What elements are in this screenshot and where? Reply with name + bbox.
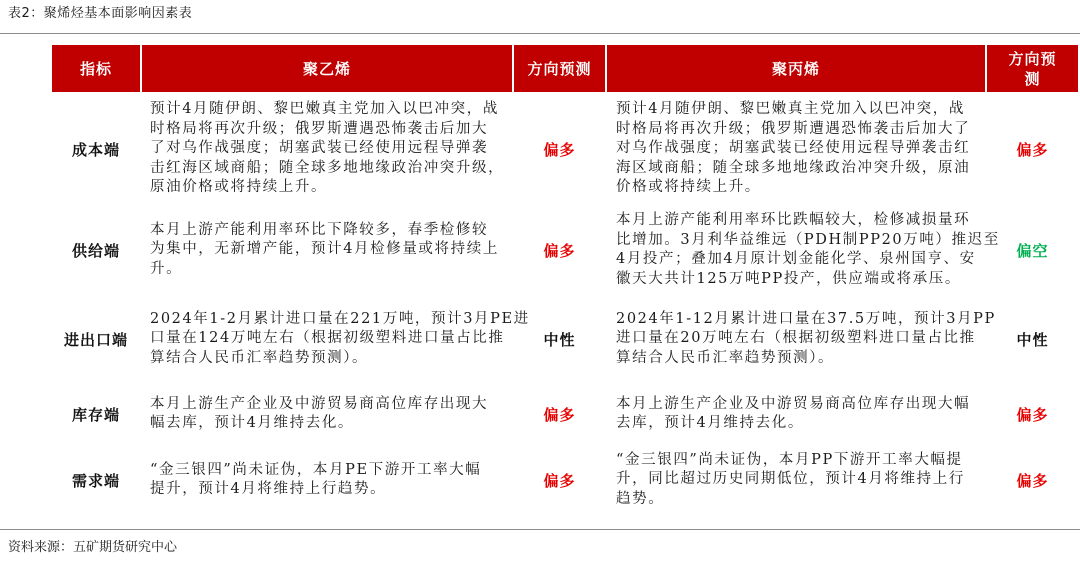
text-line: 口量在124万吨左右（根据初级塑料进口量占比推 — [150, 330, 505, 347]
indicator-cell: 供给端 — [71, 241, 120, 260]
pe-direction-cell — [514, 382, 605, 446]
text-line: 海区域商船；随全球多地地缘政治冲突升级，原油 — [616, 159, 971, 176]
text-line: 算结合人民币汇率趋势预测）。 — [150, 349, 369, 366]
pp-direction-cell — [987, 204, 1078, 296]
text-line: 算结合人民币汇率趋势预测）。 — [616, 349, 835, 366]
direction-label: 偏多 — [543, 140, 576, 159]
text-line: 预计4月随伊朗、黎巴嫩真主党加入以巴冲突，战 — [150, 101, 499, 118]
pp-description-cell — [607, 296, 996, 382]
footer-divider — [0, 529, 1080, 530]
pe-direction-cell — [514, 296, 605, 382]
text-line: 为集中，无新增产能，预计4月检修量或将持续上 — [150, 241, 499, 258]
table-row — [52, 204, 1078, 296]
direction-label: 偏多 — [1016, 471, 1049, 490]
direction-label: 偏多 — [1016, 140, 1049, 159]
text-line: 升，同比超过历史同期低位，预计4月将维持上行 — [616, 471, 965, 488]
text-line: 了对乌作战强度；胡塞武装已经使用远程导弹袭 — [150, 140, 489, 157]
pe-direction-cell — [514, 446, 605, 514]
text-line: 升。 — [150, 260, 183, 277]
table-header-row — [52, 45, 1078, 92]
text-line: 趋势。 — [616, 490, 665, 507]
pe-description-cell — [142, 204, 512, 296]
text-line: “金三银四”尚未证伪，本月PE下游开工率大幅 — [150, 461, 482, 478]
pe-direction-cell — [514, 204, 605, 296]
text-line: 2024年1-2月累计进口量在221万吨，预计3月PE进 — [150, 310, 530, 327]
text-line: 击红海区域商船；随全球多地地缘政治冲突升级， — [150, 159, 505, 176]
pp-direction-cell — [987, 446, 1078, 514]
pp-description-cell — [607, 382, 985, 446]
direction-label: 中性 — [543, 330, 576, 349]
indicator-cell: 进出口端 — [63, 330, 128, 349]
indicator-cell: 需求端 — [71, 471, 120, 490]
indicator-cell: 库存端 — [71, 405, 120, 424]
pe-direction-cell — [514, 94, 605, 204]
direction-label: 偏多 — [543, 471, 576, 490]
header-indicator: 指标 — [52, 45, 140, 92]
text-line: 比增加。3月利华益维远（PDH制PP20万吨）推迟至 — [616, 231, 1000, 248]
table-body — [52, 94, 1078, 514]
text-line: 对乌作战强度；胡塞武装已经使用远程导弹袭击红 — [616, 140, 971, 157]
pp-direction-cell — [987, 296, 1078, 382]
direction-label: 中性 — [1016, 330, 1049, 349]
header-pp-direction: 方向预测 — [1008, 49, 1057, 88]
text-line: 2024年1-12月累计进口量在37.5万吨，预计3月PP — [616, 310, 996, 327]
text-line: 原油价格或将持续上升。 — [150, 179, 328, 196]
direction-label: 偏多 — [1016, 405, 1049, 424]
direction-label: 偏多 — [543, 241, 576, 260]
text-line: 时格局将再次升级；俄罗斯遭遇恐怖袭击后加大了 — [616, 120, 971, 137]
pp-description-cell — [607, 94, 985, 204]
pe-description-cell — [142, 382, 512, 446]
pp-direction-cell — [987, 94, 1078, 204]
indicator-cell: 成本端 — [71, 140, 120, 159]
pe-description-cell — [142, 296, 530, 382]
header-pe: 聚乙烯 — [142, 45, 512, 92]
text-line: 时格局将再次升级；俄罗斯遭遇恐怖袭击后加大 — [150, 120, 489, 137]
pe-description-cell — [142, 446, 512, 514]
text-line: 4月投产；叠加4月原计划金能化学、泉州国亨、安 — [616, 251, 976, 267]
text-line: “金三银四”尚未证伪，本月PP下游开工率大幅提 — [616, 451, 963, 468]
header-pp: 聚丙烯 — [607, 45, 985, 92]
text-line: 本月上游生产企业及中游贸易商高位库存出现大 — [150, 395, 489, 412]
text-line: 去库，预计4月维持去化。 — [616, 415, 804, 431]
text-line: 进口量在20万吨左右（根据初级塑料进口量占比推 — [616, 330, 976, 347]
text-line: 本月上游产能利用率环比跌幅较大，检修减损量环 — [616, 212, 971, 228]
direction-label: 偏多 — [543, 405, 576, 424]
text-line: 本月上游产能利用率环比下降较多，春季检修较 — [150, 221, 489, 238]
direction-label: 偏空 — [1016, 241, 1049, 260]
source-note: 资料来源：五矿期货研究中心 — [8, 540, 178, 555]
table-row — [52, 94, 1078, 204]
pp-description-cell — [607, 446, 985, 514]
header-pp-direction-cell — [987, 45, 1078, 92]
pp-direction-cell — [987, 382, 1078, 446]
title-divider — [0, 33, 1080, 34]
text-line: 预计4月随伊朗、黎巴嫩真主党加入以巴冲突，战 — [616, 101, 965, 118]
text-line: 本月上游生产企业及中游贸易商高位库存出现大幅 — [616, 395, 971, 412]
text-line: 徽天大共计125万吨PP投产，供应端或将承压。 — [616, 270, 961, 287]
header-pe-direction: 方向预测 — [514, 45, 605, 92]
table-row — [52, 296, 1078, 382]
pe-description-cell — [142, 94, 512, 204]
pp-description-cell — [607, 204, 1000, 296]
factor-table — [52, 45, 1078, 514]
text-line: 价格或将持续上升。 — [616, 179, 761, 196]
table-row — [52, 446, 1078, 514]
table-row — [52, 382, 1078, 446]
table-title: 表2：聚烯烃基本面影响因素表 — [8, 6, 193, 21]
text-line: 幅去库，预计4月维持去化。 — [150, 415, 355, 431]
text-line: 提升，预计4月将维持上行趋势。 — [150, 481, 387, 497]
